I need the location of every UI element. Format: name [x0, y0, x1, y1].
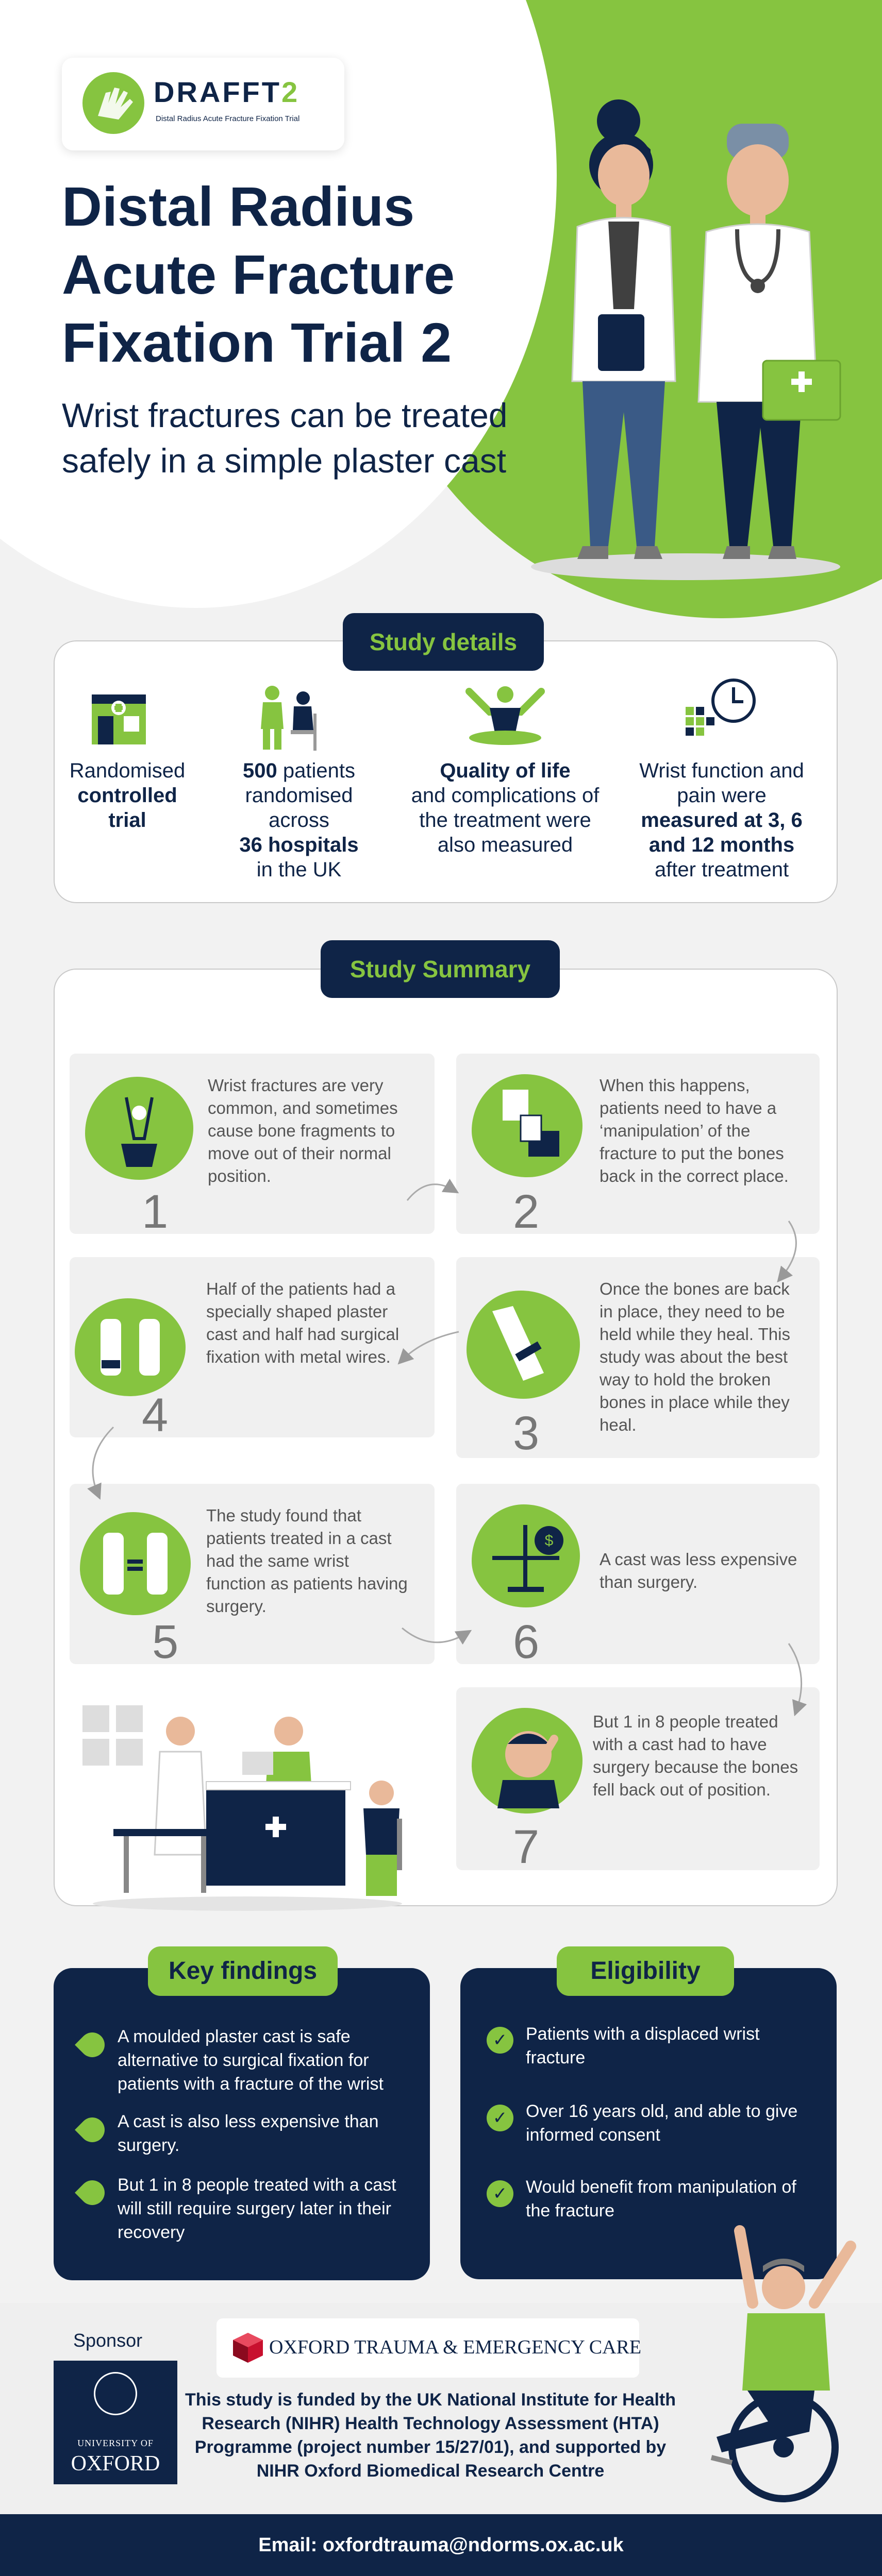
stat-quality-text: and complications of the treatment were also measured	[411, 784, 600, 856]
university-of-label: UNIVERSITY OF	[77, 2438, 154, 2448]
card-number-1: 1	[142, 1185, 169, 1238]
funding-statement: This study is funded by the UK National Institute for Health Research (NIHR) Health Technology Assessment (HTA) Programme (project number 15/27/01), and supported by NIHR Oxford Biomedical Research Centre	[185, 2390, 676, 2481]
key-findings-heading: Key findings	[148, 1946, 338, 1996]
stat-hospitals-text: in the UK	[256, 858, 342, 881]
partner-logo	[217, 2318, 642, 2378]
cube-logo-icon	[231, 2331, 265, 2365]
finding-item-3: But 1 in 8 people treated with a cast will still require surgery later in their recovery	[118, 2175, 396, 2242]
stat-patients-text: patients randomised across	[245, 759, 355, 832]
stat-hospitals-number: 36 hospitals	[239, 834, 359, 856]
oxford-crest-icon	[94, 2372, 137, 2415]
eligibility-item-1: Patients with a displaced wrist fracture	[526, 2024, 760, 2067]
svg-text:$: $	[544, 1532, 554, 1549]
finding-item-2: A cast is also less expensive than surgery.	[118, 2112, 379, 2155]
stat-patients-number: 500	[243, 759, 277, 782]
partner-name: OXFORD TRAUMA & EMERGENCY CARE	[269, 2336, 642, 2358]
page-subtitle: Wrist fractures can be treated safely in a simple plaster cast	[62, 396, 508, 480]
check-icon: ✓	[487, 2180, 513, 2207]
card-number-6: 6	[513, 1616, 540, 1668]
card-number-2: 2	[513, 1185, 540, 1238]
university-name: OXFORD	[71, 2452, 160, 2476]
logo-number: 2	[281, 76, 300, 108]
page-title: Distal Radius Acute Fracture Fixation Trial 2	[62, 175, 455, 374]
card-number-4: 4	[142, 1389, 169, 1442]
contact-email[interactable]: Email: oxfordtrauma@ndorms.ox.ac.uk	[258, 2534, 624, 2556]
card-number-7: 7	[513, 1821, 540, 1873]
card-text-6: A cast was less expensive than surgery.	[600, 1550, 797, 1591]
eligibility-item-3: Would benefit from manipulation of the fracture	[526, 2177, 796, 2221]
card-text-5: The study found that patients treated in a cast had the same wrist function as patients having surgery.	[206, 1506, 408, 1616]
card-number-3: 3	[513, 1407, 540, 1460]
eligibility-heading: Eligibility	[557, 1946, 734, 1996]
arrow-6-7	[789, 1643, 802, 1710]
card-number-5: 5	[152, 1616, 179, 1668]
reception-illustration	[77, 1700, 418, 1917]
check-icon: ✓	[487, 2105, 513, 2131]
card-text-2: When this happens, patients need to have a ‘manipulation’ of the fracture to put the bones back in the correct place.	[600, 1076, 789, 1185]
arrow-4-5	[93, 1427, 113, 1494]
arrow-3-4	[402, 1332, 459, 1360]
wheelchair-patient-illustration	[680, 2210, 881, 2519]
stat-measurement-post: after treatment	[654, 858, 789, 881]
study-details-heading: Study details	[343, 613, 544, 671]
stat-measurement-pre: Wrist function and pain were	[639, 759, 804, 807]
arrow-2-3	[781, 1221, 796, 1278]
eligibility-item-2: Over 16 years old, and able to give informed consent	[526, 2102, 798, 2145]
sponsor-label: Sponsor	[73, 2330, 143, 2351]
logo-subtitle: Distal Radius Acute Fracture Fixation Trial	[156, 114, 300, 123]
card-text-7: But 1 in 8 people treated with a cast had to have surgery because the bones fell back out of position.	[593, 1712, 798, 1799]
check-icon: ✓	[487, 2027, 513, 2054]
card-text-1: Wrist fractures are very common, and sometimes cause bone fragments to move out of their normal position.	[208, 1076, 398, 1185]
card-text-3: Once the bones are back in place, they need to be held while they heal. This study was about the best way to hold the broken bones in place while they heal.	[600, 1279, 790, 1434]
arrow-5-6	[402, 1628, 467, 1642]
study-summary-heading: Study Summary	[321, 940, 560, 998]
stat-quality-bold: Quality of life	[440, 759, 571, 782]
arrow-1-2	[407, 1184, 454, 1200]
oxford-logo	[54, 2361, 177, 2484]
logo-name: DRAFFT	[154, 76, 281, 108]
stat-randomised-pre: Randomised	[69, 759, 186, 782]
card-text-4: Half of the patients had a specially shaped plaster cast and half had surgical fixation with metal wires.	[206, 1279, 400, 1366]
stat-measurement-bold: measured at 3, 6 and 12 months	[641, 809, 803, 856]
finding-item-1: A moulded plaster cast is safe alternative to surgical fixation for patients with a fracture of the wrist	[118, 2027, 384, 2094]
stat-randomised-bold: controlled trial	[77, 784, 177, 832]
